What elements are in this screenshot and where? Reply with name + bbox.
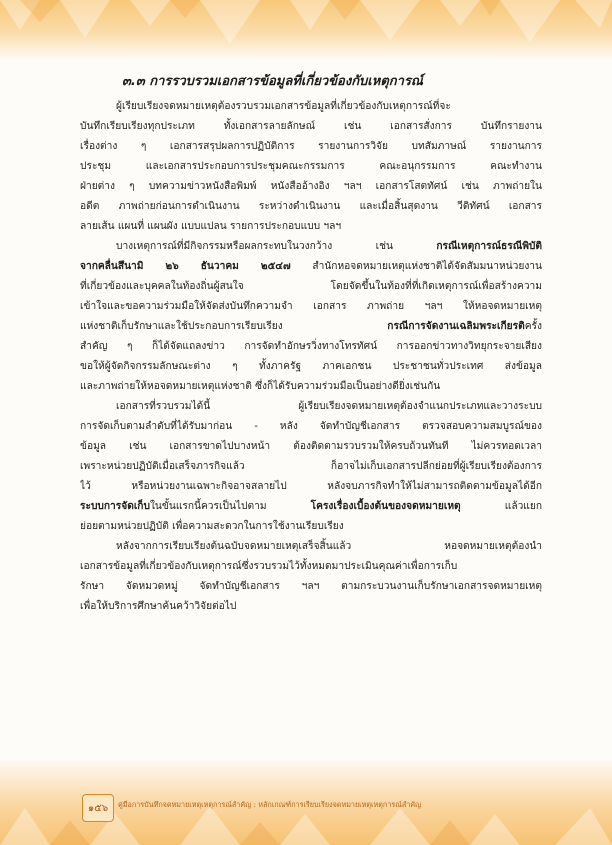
text-segment: เรื่องต่าง ๆ เอกสารสรุปผลการปฏิบัติการ รายงานการวิจัย บทสัมภาษณ์ รายงานการ bbox=[80, 141, 542, 152]
text-segment: ผู้เรียบเรียงจดหมายเหตุต้องรวบรวมเอกสารข้อมูลที่เกี่ยวข้องกับเหตุการณ์ที่จะ bbox=[116, 101, 451, 112]
text-line bbox=[80, 257, 542, 277]
bold-text: โครงเรื่องเบื้องต้นของจดหมายเหตุ bbox=[310, 501, 461, 512]
text-segment: เพื่อให้บริการศึกษาค้นคว้าวิจัยต่อไป bbox=[80, 601, 237, 612]
text-line bbox=[80, 277, 542, 297]
text-segment: แล้วแยก bbox=[460, 501, 542, 512]
text-segment: ลายเส้น แผนที่ แผนผัง แบบแปลน รายการประกอบแบบ ฯลฯ bbox=[80, 221, 342, 232]
text-line bbox=[80, 197, 542, 217]
text-line bbox=[80, 337, 542, 357]
text-segment: ที่เกี่ยวข้องและบุคคลในท้องถิ่นผู้สนใจ โดยจัดขึ้นในท้องที่ที่เกิดเหตุการณ์เพื่อสร้างความ bbox=[80, 281, 542, 292]
text-line bbox=[80, 457, 542, 477]
text-line bbox=[80, 297, 542, 317]
text-line bbox=[80, 437, 542, 457]
text-segment: แห่งชาติเก็บรักษาและใช้ประกอบการเรียบเรียง bbox=[80, 321, 388, 332]
text-segment: ฝ่ายต่าง ๆ บทความข่าวหนังสือพิมพ์ หนังสืออ้างอิง ฯลฯ เอกสารโสตทัศน์ เช่น ภาพถ่ายใน bbox=[80, 181, 542, 192]
text-line bbox=[80, 417, 542, 437]
text-segment: สำนักหอจดหมายเหตุแห่งชาติได้จัดสัมมนาหน่วยงาน bbox=[290, 261, 542, 272]
text-line bbox=[80, 177, 542, 197]
text-segment: การจัดเก็บตามลำดับที่ได้รับมาก่อน - หลัง จัดทำบัญชีเอกสาร ตรวจสอบความสมบูรณ์ของ bbox=[80, 421, 542, 432]
text-line bbox=[80, 237, 542, 257]
text-segment: ย่อยตามหน่วยปฏิบัติ เพื่อความสะดวกในการใช้งานเรียบเรียง bbox=[80, 521, 344, 532]
paragraph bbox=[80, 537, 542, 617]
text-segment: บางเหตุการณ์ที่มีกิจกรรมหรือผลกระทบในวงกว้าง เช่น bbox=[116, 241, 437, 252]
bold-text: ระบบการจัดเก็บ bbox=[80, 501, 150, 512]
text-segment: รักษา จัดหมวดหมู่ จัดทำบัญชีเอกสาร ฯลฯ ตามกระบวนงานเก็บรักษาเอกสารจดหมายเหตุ bbox=[80, 581, 542, 592]
text-segment: เพราะหน่วยปฏิบัติเมื่อเสร็จภารกิจแล้ว ก็อาจไม่เก็บเอกสารปลีกย่อยที่ผู้เรียบเรียงต้องการ bbox=[80, 461, 542, 472]
main-content bbox=[80, 70, 542, 617]
text-segment: หลังจากการเรียบเรียงต้นฉบับจดหมายเหตุเสร็จสิ้นแล้ว หอจดหมายเหตุต้องนำ bbox=[116, 541, 542, 552]
text-segment: ประชุม และเอกสารประกอบการประชุมคณะกรรมการ คณะอนุกรรมการ คณะทำงาน bbox=[80, 161, 542, 172]
text-segment: อดีต ภาพถ่ายก่อนการดำเนินงาน ระหว่างดำเนินงาน และเมื่อสิ้นสุดงาน วีดิทัศน์ เอกสาร bbox=[80, 201, 542, 212]
text-segment: ข้อมูล เช่น เอกสารขาดไปบางหน้า ต้องติดตามรวบรวมให้ครบถ้วนทันที ไม่ควรทอดเวลา bbox=[80, 441, 542, 452]
text-line bbox=[80, 397, 542, 417]
text-segment: ในขั้นแรกนี้ควรเป็นไปตาม bbox=[149, 501, 311, 512]
paragraph bbox=[80, 97, 542, 237]
text-segment: บันทึกเรียบเรียงทุกประเภท ทั้งเอกสารลายลักษณ์ เช่น เอกสารสั่งการ บันทึกรายงาน bbox=[80, 121, 542, 132]
text-segment: ครั้ง bbox=[524, 321, 542, 332]
text-line bbox=[80, 537, 542, 557]
text-segment: เข้าใจและขอความร่วมมือให้จัดส่งบันทึกความจำ เอกสาร ภาพถ่าย ฯลฯ ให้หอจดหมายเหตุ bbox=[80, 301, 542, 312]
text-segment: ขอให้ผู้จัดกิจกรรมลักษณะต่าง ๆ ทั้งภาครัฐ ภาคเอกชน ประชาชนทั่วประเทศ ส่งข้อมูล bbox=[80, 361, 542, 372]
text-line bbox=[80, 577, 542, 597]
text-line bbox=[80, 157, 542, 177]
text-segment: ไว้ หรือหน่วยงานเฉพาะกิจอาจสลายไป หลังจบภารกิจทำให้ไม่สามารถติดตามข้อมูลได้อีก bbox=[80, 481, 542, 492]
text-segment: เอกสารที่รวบรวมได้นี้ ผู้เรียบเรียงจดหมายเหตุต้องจำแนกประเภทและวางระบบ bbox=[116, 401, 542, 412]
header-pattern bbox=[0, 0, 612, 60]
text-line bbox=[80, 317, 542, 337]
page-number: ๑๕๖ bbox=[82, 794, 114, 822]
paragraph bbox=[80, 237, 542, 397]
text-segment: เอกสารข้อมูลที่เกี่ยวข้องกับเหตุการณ์ซึ่งรวบรวมไว้ทั้งหมดมาประเมินคุณค่าเพื่อการเก็บ bbox=[80, 561, 458, 572]
text-line bbox=[80, 217, 542, 237]
text-line bbox=[80, 357, 542, 377]
text-line bbox=[80, 517, 542, 537]
bold-text: กรณีเหตุการณ์ธรณีพิบัติ bbox=[436, 241, 542, 252]
text-line bbox=[80, 117, 542, 137]
text-line bbox=[80, 497, 542, 517]
paragraph bbox=[80, 397, 542, 537]
body-text bbox=[80, 97, 542, 617]
text-segment: สำคัญ ๆ ก็ได้จัดแถลงข่าว การจัดทำอักษรวิ่งทางโทรทัศน์ การออกข่าวทางวิทยุกระจายเสียง bbox=[80, 341, 542, 352]
running-title: คู่มือการบันทึกจดหมายเหตุเหตุการณ์สำคัญ : หลักเกณฑ์การเรียบเรียงจดหมายเหตุเหตุการณ์สำคัญ bbox=[118, 800, 422, 809]
bold-text: จากคลื่นสึนามิ ๒๖ ธันวาคม ๒๕๔๗ bbox=[80, 261, 291, 272]
text-segment: และภาพถ่ายให้หอจดหมายเหตุแห่งชาติ ซึ่งก็ได้รับความร่วมมือเป็นอย่างดียิ่งเช่นกัน bbox=[80, 381, 441, 392]
text-line bbox=[80, 597, 542, 617]
text-line bbox=[80, 137, 542, 157]
section-title: ๓.๓ การรวบรวมเอกสารข้อมูลที่เกี่ยวข้องกับเหตุการณ์ bbox=[122, 74, 423, 89]
text-line bbox=[80, 477, 542, 497]
text-line bbox=[80, 377, 542, 397]
header-decoration bbox=[0, 0, 612, 60]
text-line bbox=[80, 557, 542, 577]
bold-text: กรณีการจัดงานเฉลิมพระเกียรติ bbox=[387, 321, 525, 332]
text-line bbox=[80, 97, 542, 117]
